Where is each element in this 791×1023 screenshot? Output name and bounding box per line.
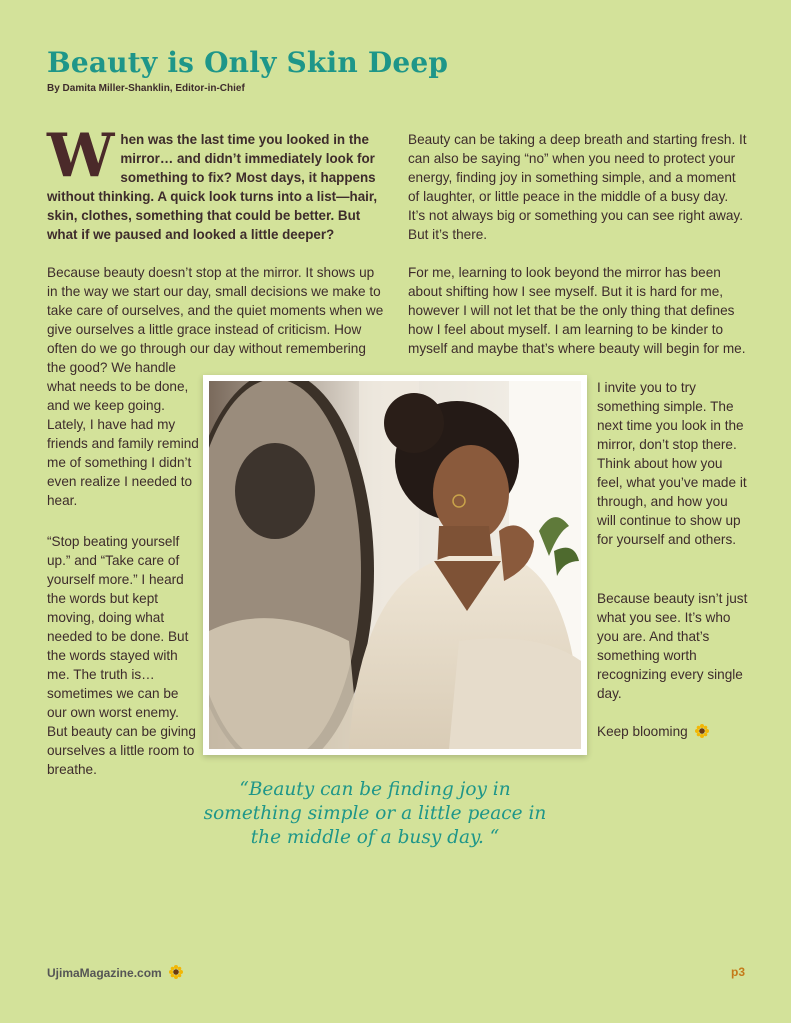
article-title: Beauty is Only Skin Deep: [47, 46, 449, 79]
page-number: p3: [730, 965, 745, 979]
paragraph-3: “Stop beating yourself up.” and “Take care of yourself more.” I heard the words but kept moving, doing what needed to be done. But the words stayed with me. The truth is… sometimes we can be our own worst enemy. But beauty can be giving ourselves a little room to breathe.: [47, 534, 196, 777]
paragraph-2-bottom: the good? We handle what needs to be done, and we keep going. Lately, I have had my friends and family remind me of something I didn’t even realize I needed to hear.: [47, 360, 199, 508]
signoff-text: Keep blooming: [597, 724, 688, 739]
drop-cap: W: [47, 121, 115, 191]
signoff: [597, 722, 749, 743]
right-paragraph-4: Because beauty isn’t just what you see. It’s who you are. And that’s something worth recognizing every single day.: [597, 591, 748, 701]
lead-text: hen was the last time you looked in the mirror… and didn’t immediately look for something to fix? Most days, it happens without thinking. A quick look turns into a list—hair, skin, clothes, something that could be better. But what if we paused and looked a little deeper?: [47, 132, 378, 242]
footer-site: [47, 965, 183, 982]
right-paragraph-1: Beauty can be taking a deep breath and starting fresh. It can also be saying “no” when you need to protect your energy, finding joy in something simple, and a moment of laughter, or little peace in the middle of a busy day. It’s not always big or something you can see right away. But it’s there.: [408, 132, 747, 242]
right-paragraph-2: For me, learning to look beyond the mirror has been about shifting how I see myself. But it is hard for me, however I will not let that be the only thing that defines how I feel about myself. I am learning to be kinder to myself and maybe that’s where beauty will begin for me.: [408, 265, 746, 356]
woman-mirror-photo: [209, 381, 581, 749]
byline: By Damita Miller-Shanklin, Editor-in-Chief: [47, 83, 245, 94]
sunflower-icon: [169, 965, 183, 982]
pull-quote: “Beauty can be finding joy in something simple or a little peace in the middle of a busy day. “: [203, 779, 547, 848]
footer-site-link[interactable]: UjimaMagazine.com: [47, 966, 162, 980]
sunflower-icon: [695, 724, 709, 743]
article-photo: [203, 375, 587, 755]
lead-paragraph: [47, 121, 385, 244]
paragraph-2-top: Because beauty doesn’t stop at the mirror. It shows up in the way we start our day, small decisions we make to take care of ourselves, and the quiet moments when we give ourselves a little grace instead of criticism. How often do we go through our day without remembering: [47, 265, 384, 356]
right-paragraph-3: I invite you to try something simple. The next time you look in the mirror, don’t stop there. Think about how you feel, what you’ve made it through, and how you will continue to show up for yourself and others.: [597, 380, 747, 547]
